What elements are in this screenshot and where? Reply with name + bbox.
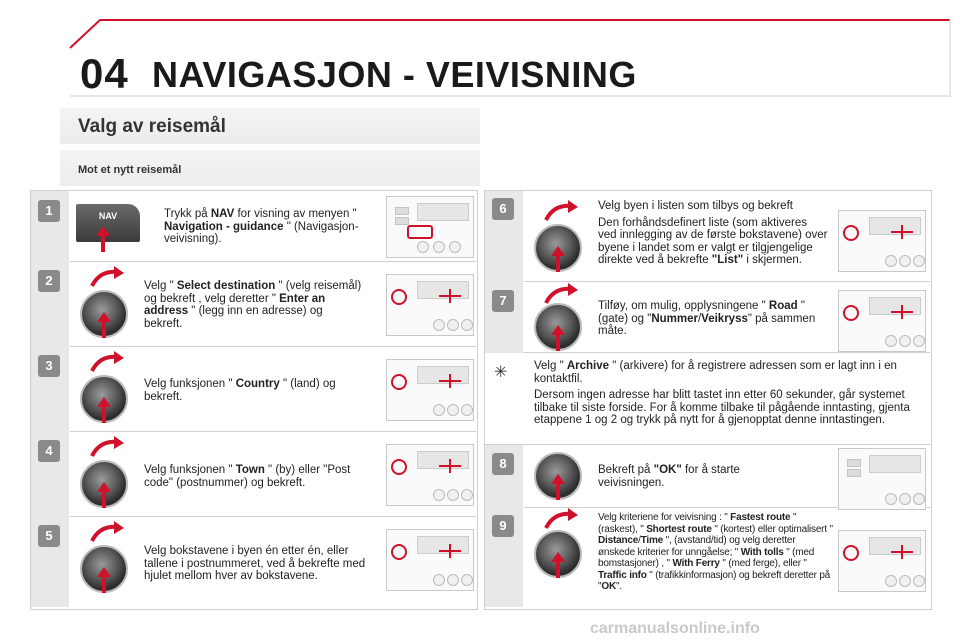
press-arrow-icon [551,552,565,578]
step-5-text: Velg bokstavene i byen én etter én, eller tallene i postnummeret, ved å bekrefte med hjulet mellom hver av bokstavene. [144,545,366,582]
press-arrow-icon [97,397,111,423]
step-3-text: Velg funksjonen " Country " (land) og bekreft. [144,378,336,403]
press-arrow-icon [97,482,111,508]
radio-panel-illustration [386,359,474,421]
nav-button-illustration: NAV [76,204,140,242]
step-8-text: Bekreft på "OK" for å starte veivisningen. [598,464,740,489]
step-7-text: Tilføy, om mulig, opplysningene " Road " (gate) og "Nummer/Veikryss" på sammen måte. [598,300,816,337]
rotate-arrow-icon [90,436,126,458]
rotate-arrow-icon [90,266,126,288]
radio-panel-illustration [386,444,474,506]
radio-panel-illustration [838,210,926,272]
radio-panel-illustration [386,274,474,336]
step-2-text: Velg " Select destination " (velg reisemål) og bekreft , velg deretter " Enter an address " (legg inn en adresse) og bekreft. [144,280,362,330]
radio-panel-illustration [386,529,474,591]
press-arrow-icon [551,474,565,500]
rotate-arrow-icon [544,200,580,222]
step-badge-7: 7 [492,290,514,312]
radio-panel-illustration [838,448,926,510]
step-badge-3: 3 [38,355,60,377]
step-badge-5: 5 [38,525,60,547]
step-badge-8: 8 [492,453,514,475]
subsection-title: Mot et nytt reisemål [78,164,182,176]
step-badge-1: 1 [38,200,60,222]
page-title: NAVIGASJON - VEIVISNING [152,54,637,95]
rotate-arrow-icon [544,508,580,530]
radio-panel-illustration [838,290,926,352]
press-arrow-icon [96,226,110,252]
step-badge-6: 6 [492,198,514,220]
step-1-text: Trykk på NAV for visning av menyen " Navigation - guidance " (Navigasjon-veivisning). [164,208,359,245]
chapter-number: 04 [80,50,129,97]
step-badge-9: 9 [492,515,514,537]
rotate-arrow-icon [90,351,126,373]
press-arrow-icon [551,325,565,351]
step-9-text: Velg kriteriene for veivisning : " Fastest route " (raskest), " Shortest route " (kortest) eller optimalisert " Distance/Time ", (avstand/tid) og velg deretter ønskede kriterier for unngåelse; " With tolls " (med bomstasjoner) , " With Ferry " (med ferge), eller " Traffic info " (trafikkinformasjon) og bekreft deretter på "OK". [598,512,833,592]
rotate-arrow-icon [544,283,580,305]
press-arrow-icon [551,246,565,272]
step-4-text: Velg funksjonen " Town " (by) eller "Post code" (postnummer) og bekreft. [144,464,351,489]
section-title: Valg av reisemål [78,116,226,137]
step-badge-4: 4 [38,440,60,462]
step-6-text: Velg byen i listen som tilbys og bekreft Den forhåndsdefinert liste (som aktiveres ved innlegging av de første bokstavene) over byene i landet som er valgt er tilgjengelige direkte ved å bekrefte "List" i skjermen. [598,200,828,266]
rotate-arrow-icon [90,521,126,543]
radio-panel-illustration [838,530,926,592]
press-arrow-icon [97,312,111,338]
info-icon: ✳ [494,364,508,381]
watermark: carmanualsonline.info [590,620,760,637]
press-arrow-icon [97,567,111,593]
step-badge-2: 2 [38,270,60,292]
archive-info-text: Velg " Archive " (arkivere) for å registrere adressen som er lagt inn i en kontaktfil. Dersom ingen adresse har blitt tastet inn etter 60 sekunder, går systemet tilbake til siste forside. For å komme tilbake til pågående inntasting, gjenta etappene 1 og 2 og trykk på nytt for å gjenopptat denne inntastingen. [534,360,910,426]
radio-panel-illustration [386,196,474,258]
